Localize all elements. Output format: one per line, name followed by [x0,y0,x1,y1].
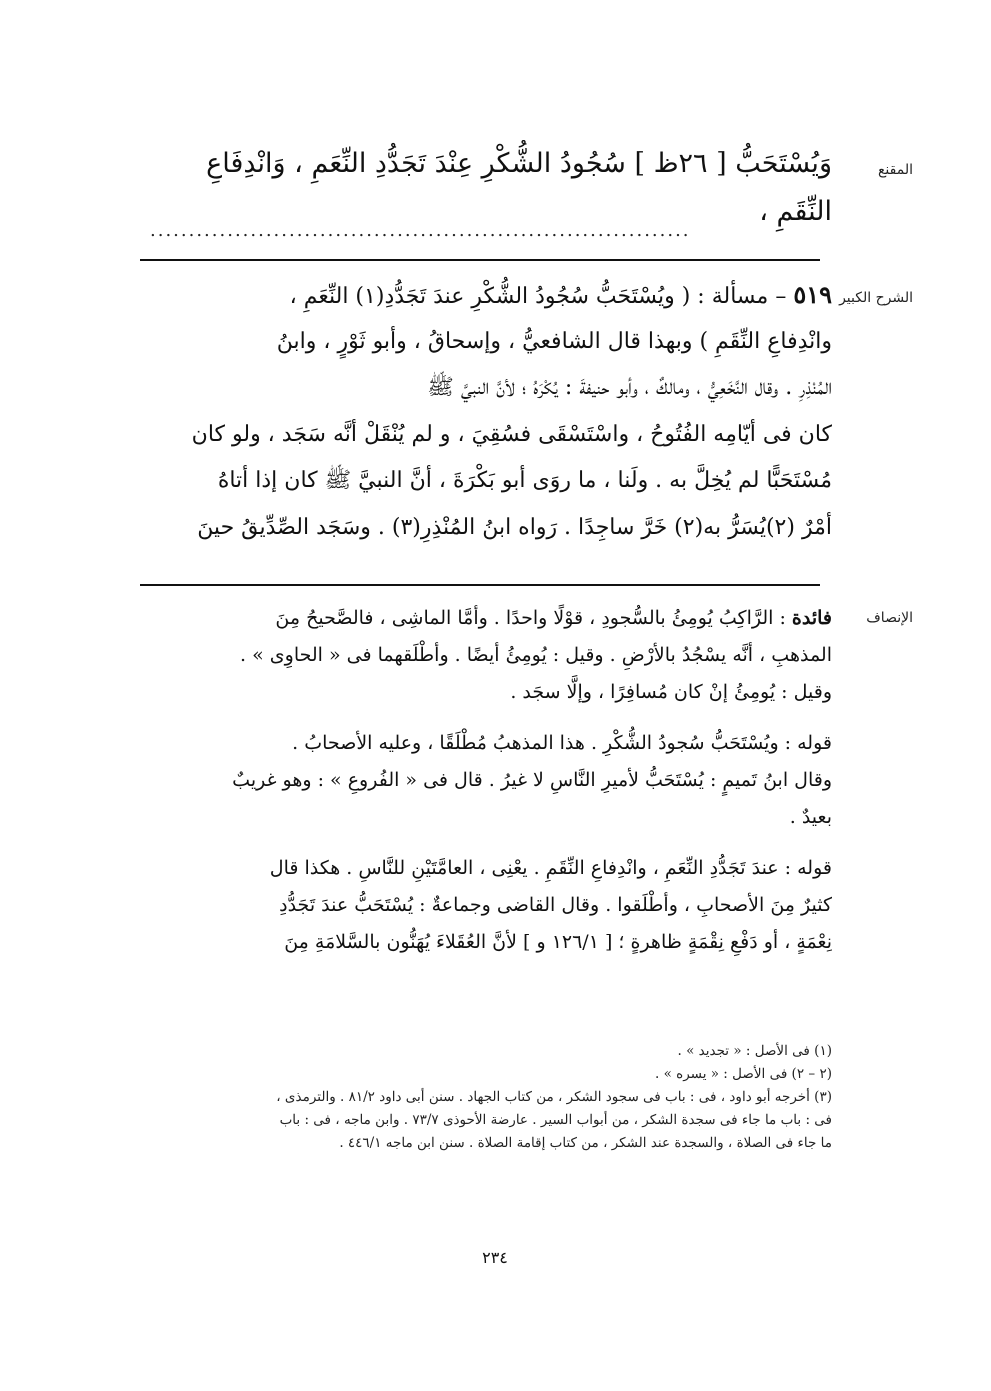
insaf-line: قوله : ويُسْتَحَبُّ سُجودُ الشُّكْرِ . هذا المذهبُ مُطْلَقًا ، وعليه الأصحابُ . [292,732,832,754]
sharh-line: وانْدِفاعِ النِّقَمِ ) وبهذا قال الشافعيُّ ، وإسحاقُ ، وأبو ثَوْرٍ ، وابنُ [276,328,832,354]
faida-heading: فائدة [791,607,832,629]
page-number: ٢٣٤ [482,1248,508,1267]
footnote: (٢ – ٢) فى الأصل : « يسره » . [655,1066,832,1082]
insaf-line: قوله : عندَ تَجَدُّدِ النِّعَمِ ، وانْدِفاعِ النِّقَمِ . يعْنِى ، العامَّتَيْنِ للنَّاسِ . هكذا قال [269,857,832,879]
insaf-line: نِعْمَةٍ ، أو دَفْعِ نِقْمَةٍ ظاهرةٍ ؛ [ ١٢٦/١ و ] لأنَّ العُقَلاءَ يُهَنُّون بالسَّلامَةِ مِنَ [284,931,832,953]
insaf-line: بعيدٌ . [789,806,832,828]
sharh-first-line [132,272,832,319]
sharh-line: المُنْذِرِ . وقال النَّخَعِيُّ ، ومالكٌ ، وأبو حنيفةَ : يُكْرَهُ ؛ لأنَّ النبيَّ ﷺ [427,375,832,400]
sharh-line: أمْرٌ (٢)يُسَرُّ به(٢) خَرَّ ساجِدًا . رَواه ابنُ المُنْذِرِ(٣) . وسَجَد الصِّدِّيقُ حينَ [197,514,832,540]
sharh-label: الشرح الكبير [839,290,913,306]
footnote: ما جاء فى الصلاة ، والسجدة عند الشكر ، من كتاب إقامة الصلاة . سنن ابن ماجه ٤٤٦/١ . [339,1135,832,1151]
section-divider [140,584,820,586]
faida-first-line [132,600,832,637]
footnotes [132,1040,832,1155]
muqni-line: النِّقَمِ ، [759,196,832,227]
insaf-line: وقال ابنُ تَميمٍ : يُسْتَحَبُّ لأميرِ النَّاسِ لا غيرُ . قال فى « الفُروعِ » : وهو غريبٌ [232,769,832,791]
sharh-line: مُسْتَحَبًّا لم يُخِلَّ به . ولَنا ، ما روَى أبو بَكْرَةَ ، أنَّ النبيَّ ﷺ كان إذا أتاهُ [217,468,832,493]
footnote: (٣) أخرجه أبو داود ، فى : باب فى سجود الشكر ، من كتاب الجهاد . سنن أبى داود ٨١/٢ . والترمذى ، [276,1089,832,1105]
sharh-line: – مسألة : ( ويُسْتَحَبُّ سُجُودُ الشُّكْرِ عندَ تَجَدُّدِ(١) النِّعَمِ ، [289,284,787,309]
dotted-leader: ...................................................................... [150,220,691,241]
muqni-label: المقنع [877,162,913,178]
section-divider [140,259,820,261]
muqni-line: وَيُسْتَحَبُّ [ ٢٦ظ ] سُجُودُ الشُّكْرِ عِنْدَ تَجَدُّدِ النِّعَمِ ، وَانْدِفَاعِ [206,148,832,179]
insaf-label: الإنصاف [866,610,913,626]
footnote: (١) فى الأصل : « تجديد » . [677,1043,832,1059]
sharh-line: كان فى أيّامِه الفُتُوحُ ، واسْتَسْقَى فسُقِيَ ، و لم يُنْقَلْ أنَّه سَجَد ، ولو كان [191,421,832,447]
insaf-text [132,600,832,961]
insaf-line: المذهبِ ، أنَّه يسْجُدُ بالأرْضِ . وقيل : يُومِئُ أيضًا . وأطْلَقهما فى « الحاوِى » . [240,644,832,666]
insaf-line: وقيل : يُومِئُ إنْ كان مُسافِرًا ، وإلَّا سجَد . [510,681,832,703]
sharh-text [132,272,832,551]
issue-number: ٥١٩ [793,280,832,309]
insaf-line: كثيرٌ مِنَ الأصحابِ ، وأطْلَقوا . وقال القاضى وجماعةٌ : يُسْتَحَبُّ عندَ تَجَدُّدِ [279,894,832,916]
footnote: فى : باب ما جاء فى سجدة الشكر ، من أبواب السير . عارضة الأحوذى ٧٣/٧ . وابن ماجه ، فى : باب [279,1112,832,1128]
insaf-line: : الرَّاكِبُ يُومِئُ بالسُّجودِ ، قوْلًا واحدًا . وأمَّا الماشِى ، فالصَّحيحُ مِنَ [275,607,786,629]
